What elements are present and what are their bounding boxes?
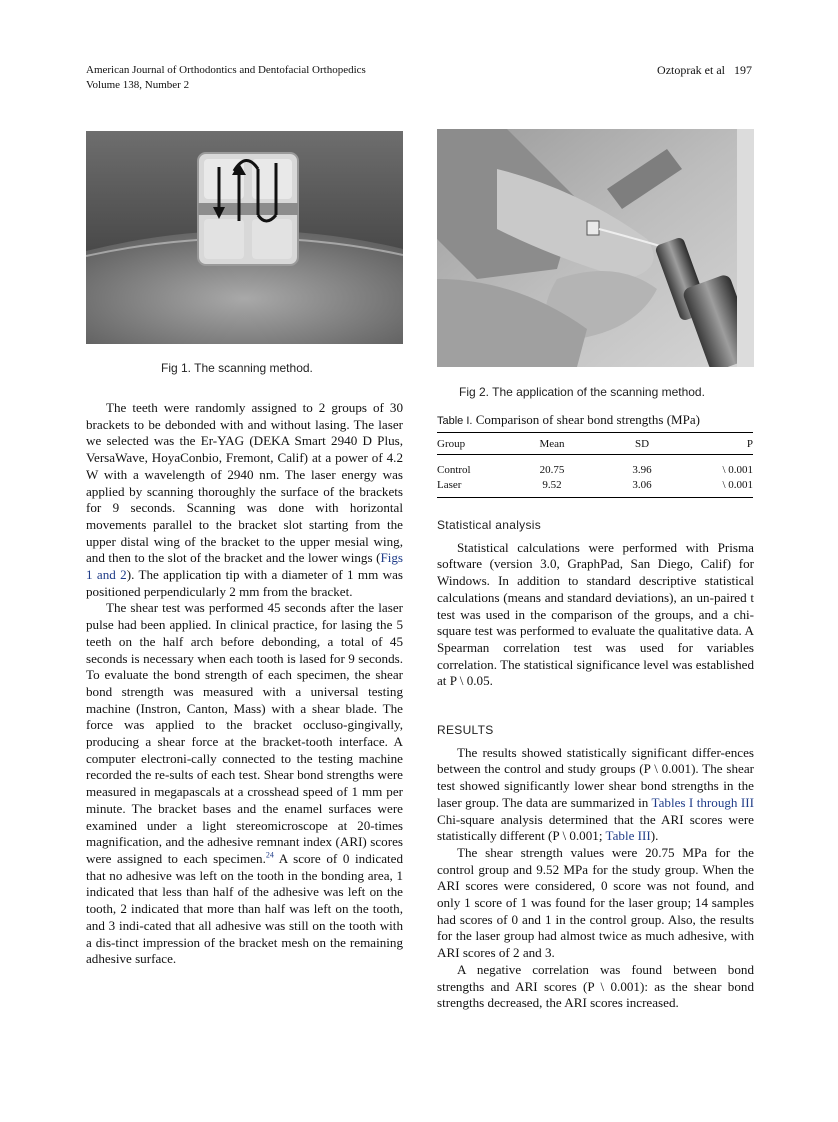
table-1-title <box>437 412 700 428</box>
reference-24-link[interactable]: 24 <box>265 850 274 860</box>
page-number: 197 <box>734 63 752 77</box>
figure-1-caption: Fig 1. The scanning method. <box>161 361 313 375</box>
figures-link[interactable]: Figs 1 and 2 <box>86 550 403 583</box>
journal-volume: Volume 138, Number 2 <box>86 79 190 91</box>
results-paragraph-3: A negative correlation was found between bond strengths and ARI scores (P \ 0.001): as the shear bond strengths decreased, the ARI scores increased. <box>437 961 754 1011</box>
statistical-analysis-heading: Statistical analysis <box>437 518 542 532</box>
table-1 <box>437 432 753 498</box>
table-row: Laser 9.52 3.06 \ 0.001 <box>437 478 753 498</box>
figure-1-photo <box>86 131 403 344</box>
col-sd: SD <box>597 433 687 455</box>
figure-2-photo <box>437 129 754 367</box>
methods-paragraph-2: The shear test was performed 45 seconds after the laser pulse had been applied. In clinical practice, for lasing the 5 teeth on the half arch before debonding, a total of 45 seconds is necessary when each tooth is lased for 9 seconds. To evaluate the bond strength of each specimen, the shear bond strength was measured with a universal testing machine (Instron, Canton, Mass) with a shear blade. The force was applied to the bracket occluso-gingivally, producing a shear force at the bracket-tooth interface. A computer electroni-cally connected to the testing machine recorded the re-sults of each test. Shear bond strengths were measured in megapascals at a crosshead speed of 1 mm per minute. The bracket bases and the enamel surfaces were examined under a light stereomicroscope at 20-times magnification, and the adhesive remnant index (ARI) scores were assigned to each specimen.$^{24}$ A score of 0 indicated that no adhesive was left on the tooth in the bonding area, 1 indicated that less than half of the adhesive was left on the tooth, 2 indicated that more than half was left on the tooth, and 3 indi-cated that all adhesive was still on the tooth with a dis-tinct impression of the bracket mesh on the remaining adhesive surface. <box>86 600 404 967</box>
left-column <box>86 400 403 968</box>
right-column <box>437 517 754 1012</box>
results-paragraph-2: The shear strength values were 20.75 MPa for the control group and 9.52 MPa for the study group. When the ARI scores were considered, 0 score was not found, and only 1 score of 1 was found for the laser group; 14 samples had scores of 0 and 1 in the control group. Also, the results for the laser group had almost twice as much adhesive, with ARI scores of 2 and 3. <box>437 844 754 961</box>
methods-paragraph-1: The teeth were randomly assigned to 2 groups of 30 brackets to be debonded with and without lasing. The laser we selected was the Er-YAG (DEKA Smart 2940 D Plus, VersaWave, HoyaConbio, Fremont, Calif) at a power of 4.2 W with a wavelength of 2940 nm. The laser energy was applied by scanning thoroughly the surface of the brackets for 9 seconds. Scanning was done with horizontal movements parallel to the bracket slot starting from the upper distal wing of the bracket to the upper mesial wing, and then to the slot of the bracket and the lower wings (Figs 1 and 2). The application tip with a diameter of 1 mm was positioned perpendicularly 2 mm from the bracket. <box>86 400 403 599</box>
table-header-row <box>437 433 753 455</box>
results-paragraph-1: The results showed statistically significant differ-ences between the control and study groups (P \ 0.001). The shear test showed significantly lower shear bond strengths in the laser group. The data are summarized in Tables I through III Chi-square analysis determined that the ARI scores were statistically different (P \ 0.001; Table III). <box>437 744 754 844</box>
figure-2-caption: Fig 2. The application of the scanning method. <box>459 385 705 399</box>
page-header-right <box>657 63 752 78</box>
table-row: Control 20.75 3.96 \ 0.001 <box>437 464 753 476</box>
table-1-label: Table I. <box>437 415 473 427</box>
tables-link[interactable]: Tables I through III <box>651 794 754 810</box>
authors: Oztoprak et al <box>657 63 725 77</box>
col-mean: Mean <box>507 433 597 455</box>
journal-name: American Journal of Orthodontics and Dentofacial Orthopedics <box>86 64 366 76</box>
col-group: Group <box>437 433 507 455</box>
statistics-paragraph: Statistical calculations were performed with Prisma software (version 3.0, GraphPad, San Diego, Calif) for Windows. In addition to standard descriptive statistical calculations (means and standard deviations), an un-paired t test was used in the comparison of the groups, and a chi-square test was performed to evaluate the qualitative data. A Spearman correlation test was used for variables correlation. The statistical significance level was established at P \ 0.05. <box>437 539 754 689</box>
running-header <box>86 63 366 93</box>
table-3-link[interactable]: Table III <box>605 828 651 844</box>
col-p: P <box>687 433 753 455</box>
table-1-caption: Comparison of shear bond strengths (MPa) <box>475 412 700 427</box>
results-heading: RESULTS <box>437 723 494 738</box>
